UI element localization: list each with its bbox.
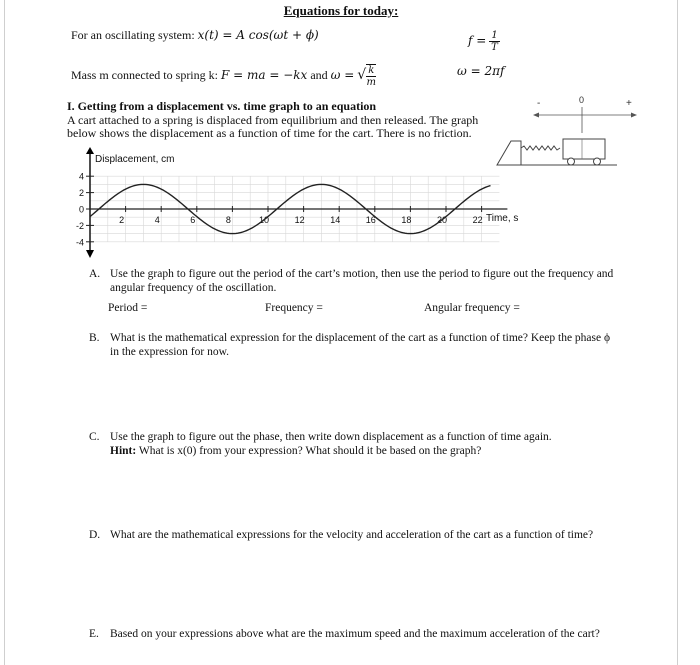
page-title: Equations for today: — [283, 3, 399, 18]
y-tick-label: 0 — [78, 204, 84, 215]
mass-spring-prefix: Mass m connected to spring k: — [71, 67, 218, 82]
question-e — [89, 627, 669, 645]
cart-wheel-left — [568, 158, 575, 165]
question-d — [89, 528, 669, 546]
omega-denominator: m — [366, 77, 376, 88]
x-tick-label: 8 — [225, 215, 231, 225]
spring-equation: Mass m connected to spring k: F = ma = −kx and ω = √ $\frac{k}{m}$ — [71, 65, 376, 88]
question-b-text — [110, 331, 610, 359]
omega-lhs: ω = — [330, 67, 355, 82]
cart-wheel-right — [594, 158, 601, 165]
displacement-chart — [65, 146, 535, 264]
cart-body — [563, 139, 605, 159]
question-c — [89, 430, 669, 464]
worksheet-page — [4, 0, 678, 665]
question-d-label: D. — [89, 529, 101, 541]
oscillating-prefix: For an oscillating system: — [71, 28, 195, 42]
axis-arrow-left — [533, 113, 539, 118]
x-tick-label: 18 — [401, 215, 412, 225]
question-b-line2: in the expression for now. — [110, 346, 230, 358]
x-tick-label: 10 — [258, 215, 270, 225]
omega-numerator: k — [368, 65, 375, 76]
question-a-text — [110, 267, 613, 295]
period-label: Period = — [108, 302, 148, 314]
y-axis-arrow-up — [86, 147, 94, 154]
x-tick-label: 14 — [330, 215, 341, 225]
x-of-t-equation: x(t) = A cos(ωt + ϕ) — [197, 28, 319, 42]
question-c-label: C. — [89, 431, 100, 443]
hint-text: What is x(0) from your expression? What should it be based on the graph? — [138, 445, 482, 457]
section-description-line1: A cart attached to a spring is displaced from equilibrium and then released. The graph — [67, 113, 479, 127]
axis-arrow-right — [631, 113, 637, 118]
y-axis-label: Displacement, cm — [95, 154, 175, 165]
y-tick-label: -4 — [75, 237, 84, 248]
question-a-line2: angular frequency of the oscillation. — [110, 282, 277, 294]
question-b-label: B. — [89, 332, 100, 344]
section-description-line2: below shows the displacement as a function of time for the cart. There is no friction. — [67, 126, 472, 140]
y-tick-label: -2 — [75, 220, 84, 231]
hint-label: Hint: — [110, 445, 137, 457]
question-b-line1: What is the mathematical expression for the displacement of the cart as a function of time? Keep the phase ϕ — [110, 332, 611, 344]
y-axis-arrow-down — [86, 250, 94, 258]
question-e-label: E. — [89, 628, 99, 640]
x-tick-label: 16 — [365, 215, 376, 225]
question-e-line1: Based on your expressions above what are the maximum speed and the maximum acceleration of the cart? — [110, 628, 600, 640]
y-tick-label: 4 — [78, 171, 84, 182]
x-tick-label: 4 — [154, 215, 160, 225]
angular-frequency-label: Angular frequency = — [424, 302, 520, 314]
force-equation: F = ma = −kx — [220, 67, 308, 82]
y-tick-label: 2 — [78, 188, 84, 199]
x-tick-label: 22 — [472, 215, 483, 225]
x-axis-label: Time, s — [486, 213, 519, 224]
axis-minus-label: - — [537, 98, 541, 109]
question-b — [89, 331, 669, 365]
x-tick-label: 20 — [436, 215, 448, 225]
question-c-text — [110, 430, 552, 458]
frequency-equation — [468, 30, 500, 53]
x-tick-label: 12 — [294, 215, 305, 225]
question-d-line1: What are the mathematical expressions for the velocity and acceleration of the cart as a function of time? — [110, 529, 594, 541]
x-tick-label: 2 — [119, 215, 125, 225]
question-a-label: A. — [89, 268, 101, 280]
and-word: and — [310, 67, 328, 82]
axis-plus-label: + — [626, 98, 632, 109]
question-a-line1: Use the graph to figure out the period of the cart’s motion, then use the period to figure out the frequency and — [110, 268, 614, 280]
f-numerator: 1 — [491, 30, 498, 41]
axis-zero-label: 0 — [579, 95, 585, 105]
oscillating-equation — [71, 28, 319, 42]
question-a — [89, 267, 669, 327]
question-c-line1: Use the graph to figure out the phase, then write down displacement as a function of time again. — [110, 431, 552, 443]
section-title: I. Getting from a displacement vs. time graph to an equation — [67, 99, 377, 113]
f-lhs: f = — [468, 33, 487, 48]
frequency-label: Frequency = — [265, 302, 323, 314]
f-denominator: T — [491, 42, 498, 53]
x-tick-label: 6 — [190, 215, 196, 225]
omega-2pif-equation: ω = 2πf — [457, 64, 505, 78]
